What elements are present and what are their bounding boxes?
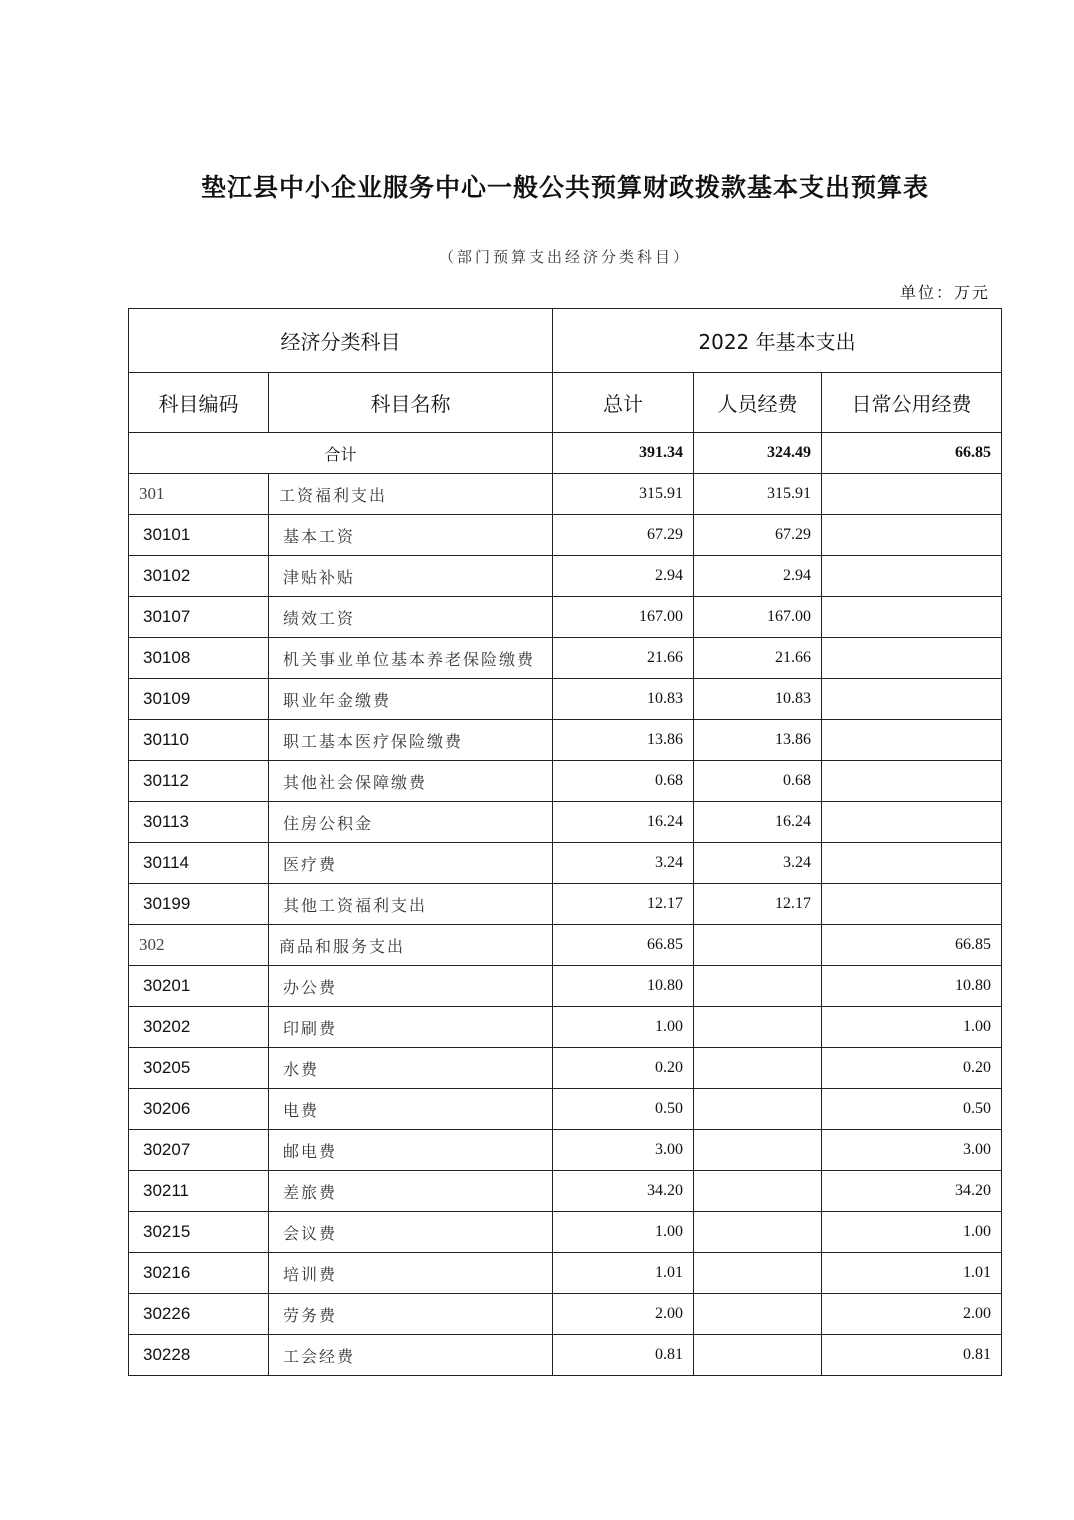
table-row [129, 1335, 1002, 1376]
row-personnel: 315.91 [694, 474, 822, 515]
row-name: 基本工资 [269, 515, 553, 556]
row-code: 30211 [129, 1171, 269, 1212]
row-total: 66.85 [553, 925, 694, 966]
table-row [129, 1007, 1002, 1048]
row-code: 30110 [129, 720, 269, 761]
row-public [822, 638, 1002, 679]
row-total: 1.00 [553, 1007, 694, 1048]
row-total: 12.17 [553, 884, 694, 925]
row-name: 工资福利支出 [269, 474, 553, 515]
header-economic-category: 经济分类科目 [129, 309, 553, 373]
row-code: 30199 [129, 884, 269, 925]
table-row [129, 474, 1002, 515]
row-personnel: 12.17 [694, 884, 822, 925]
row-personnel: 16.24 [694, 802, 822, 843]
row-total: 1.00 [553, 1212, 694, 1253]
header-name: 科目名称 [269, 373, 553, 433]
row-total: 13.86 [553, 720, 694, 761]
row-personnel: 167.00 [694, 597, 822, 638]
table-row [129, 679, 1002, 720]
budget-table [128, 308, 1002, 1376]
row-public [822, 597, 1002, 638]
row-name: 会议费 [269, 1212, 553, 1253]
table-row [129, 925, 1002, 966]
header-public: 日常公用经费 [822, 373, 1002, 433]
row-total: 3.24 [553, 843, 694, 884]
row-name: 培训费 [269, 1253, 553, 1294]
row-public [822, 843, 1002, 884]
header-basic-expenditure: 2022 年基本支出 [553, 309, 1002, 373]
table-row [129, 1048, 1002, 1089]
table-row [129, 1171, 1002, 1212]
row-personnel [694, 1253, 822, 1294]
table-row [129, 802, 1002, 843]
row-public: 0.81 [822, 1335, 1002, 1376]
row-total: 34.20 [553, 1171, 694, 1212]
row-total: 0.68 [553, 761, 694, 802]
row-name: 津贴补贴 [269, 556, 553, 597]
row-name: 绩效工资 [269, 597, 553, 638]
row-code: 30202 [129, 1007, 269, 1048]
row-total: 2.00 [553, 1294, 694, 1335]
table-row [129, 1294, 1002, 1335]
row-name: 劳务费 [269, 1294, 553, 1335]
row-name: 住房公积金 [269, 802, 553, 843]
row-name: 医疗费 [269, 843, 553, 884]
table-row [129, 1212, 1002, 1253]
row-personnel [694, 1335, 822, 1376]
table-row [129, 1130, 1002, 1171]
header-row-group [129, 309, 1002, 373]
row-total: 67.29 [553, 515, 694, 556]
row-public [822, 761, 1002, 802]
row-code: 302 [129, 925, 269, 966]
total-label: 合计 [129, 433, 553, 474]
row-personnel: 2.94 [694, 556, 822, 597]
row-total: 3.00 [553, 1130, 694, 1171]
row-code: 30215 [129, 1212, 269, 1253]
row-public [822, 515, 1002, 556]
row-public: 3.00 [822, 1130, 1002, 1171]
row-code: 30102 [129, 556, 269, 597]
row-personnel [694, 1130, 822, 1171]
page-subtitle: （部门预算支出经济分类科目） [438, 248, 691, 266]
table-row [129, 843, 1002, 884]
row-public [822, 884, 1002, 925]
row-total: 10.83 [553, 679, 694, 720]
table-row [129, 1089, 1002, 1130]
row-public [822, 556, 1002, 597]
row-personnel [694, 966, 822, 1007]
row-personnel: 0.68 [694, 761, 822, 802]
row-personnel: 67.29 [694, 515, 822, 556]
row-code: 30216 [129, 1253, 269, 1294]
header-personnel: 人员经费 [694, 373, 822, 433]
row-name: 办公费 [269, 966, 553, 1007]
table-row [129, 597, 1002, 638]
row-total: 1.01 [553, 1253, 694, 1294]
row-personnel: 3.24 [694, 843, 822, 884]
row-public: 2.00 [822, 1294, 1002, 1335]
table-row [129, 556, 1002, 597]
row-name: 其他工资福利支出 [269, 884, 553, 925]
row-name: 机关事业单位基本养老保险缴费 [269, 638, 553, 679]
row-personnel [694, 1048, 822, 1089]
row-code: 30206 [129, 1089, 269, 1130]
row-public: 34.20 [822, 1171, 1002, 1212]
row-code: 30109 [129, 679, 269, 720]
row-public [822, 474, 1002, 515]
row-code: 30205 [129, 1048, 269, 1089]
row-code: 30113 [129, 802, 269, 843]
total-row [129, 433, 1002, 474]
row-name: 职业年金缴费 [269, 679, 553, 720]
row-personnel [694, 1007, 822, 1048]
row-code: 30207 [129, 1130, 269, 1171]
row-personnel [694, 1089, 822, 1130]
row-public: 0.20 [822, 1048, 1002, 1089]
row-public: 10.80 [822, 966, 1002, 1007]
row-name: 职工基本医疗保险缴费 [269, 720, 553, 761]
header-total: 总计 [553, 373, 694, 433]
header-code: 科目编码 [129, 373, 269, 433]
row-personnel: 10.83 [694, 679, 822, 720]
row-name: 邮电费 [269, 1130, 553, 1171]
row-total: 167.00 [553, 597, 694, 638]
row-code: 30226 [129, 1294, 269, 1335]
row-name: 其他社会保障缴费 [269, 761, 553, 802]
row-total: 315.91 [553, 474, 694, 515]
table-row [129, 638, 1002, 679]
row-public: 0.50 [822, 1089, 1002, 1130]
row-total: 10.80 [553, 966, 694, 1007]
row-public: 1.01 [822, 1253, 1002, 1294]
row-personnel [694, 1171, 822, 1212]
table-row [129, 1253, 1002, 1294]
page-title: 垫江县中小企业服务中心一般公共预算财政拨款基本支出预算表 [200, 173, 929, 202]
row-personnel [694, 1294, 822, 1335]
row-code: 30228 [129, 1335, 269, 1376]
row-total: 2.94 [553, 556, 694, 597]
row-public: 66.85 [822, 925, 1002, 966]
row-public [822, 679, 1002, 720]
row-public: 1.00 [822, 1212, 1002, 1253]
row-code: 30201 [129, 966, 269, 1007]
header-row-columns [129, 373, 1002, 433]
row-code: 30108 [129, 638, 269, 679]
row-name: 电费 [269, 1089, 553, 1130]
row-public [822, 720, 1002, 761]
row-code: 301 [129, 474, 269, 515]
row-code: 30107 [129, 597, 269, 638]
table-row [129, 720, 1002, 761]
total-total: 391.34 [553, 433, 694, 474]
row-code: 30101 [129, 515, 269, 556]
row-name: 水费 [269, 1048, 553, 1089]
row-total: 21.66 [553, 638, 694, 679]
row-code: 30114 [129, 843, 269, 884]
total-personnel: 324.49 [694, 433, 822, 474]
row-personnel: 13.86 [694, 720, 822, 761]
row-name: 差旅费 [269, 1171, 553, 1212]
row-name: 工会经费 [269, 1335, 553, 1376]
row-name: 商品和服务支出 [269, 925, 553, 966]
row-code: 30112 [129, 761, 269, 802]
row-total: 0.50 [553, 1089, 694, 1130]
row-personnel: 21.66 [694, 638, 822, 679]
row-personnel [694, 925, 822, 966]
row-total: 0.81 [553, 1335, 694, 1376]
total-public: 66.85 [822, 433, 1002, 474]
table-row [129, 761, 1002, 802]
row-personnel [694, 1212, 822, 1253]
row-public: 1.00 [822, 1007, 1002, 1048]
table-row [129, 884, 1002, 925]
row-total: 16.24 [553, 802, 694, 843]
table-row [129, 515, 1002, 556]
row-name: 印刷费 [269, 1007, 553, 1048]
row-public [822, 802, 1002, 843]
table-row [129, 966, 1002, 1007]
row-total: 0.20 [553, 1048, 694, 1089]
unit-label: 单位：万元 [899, 283, 990, 302]
